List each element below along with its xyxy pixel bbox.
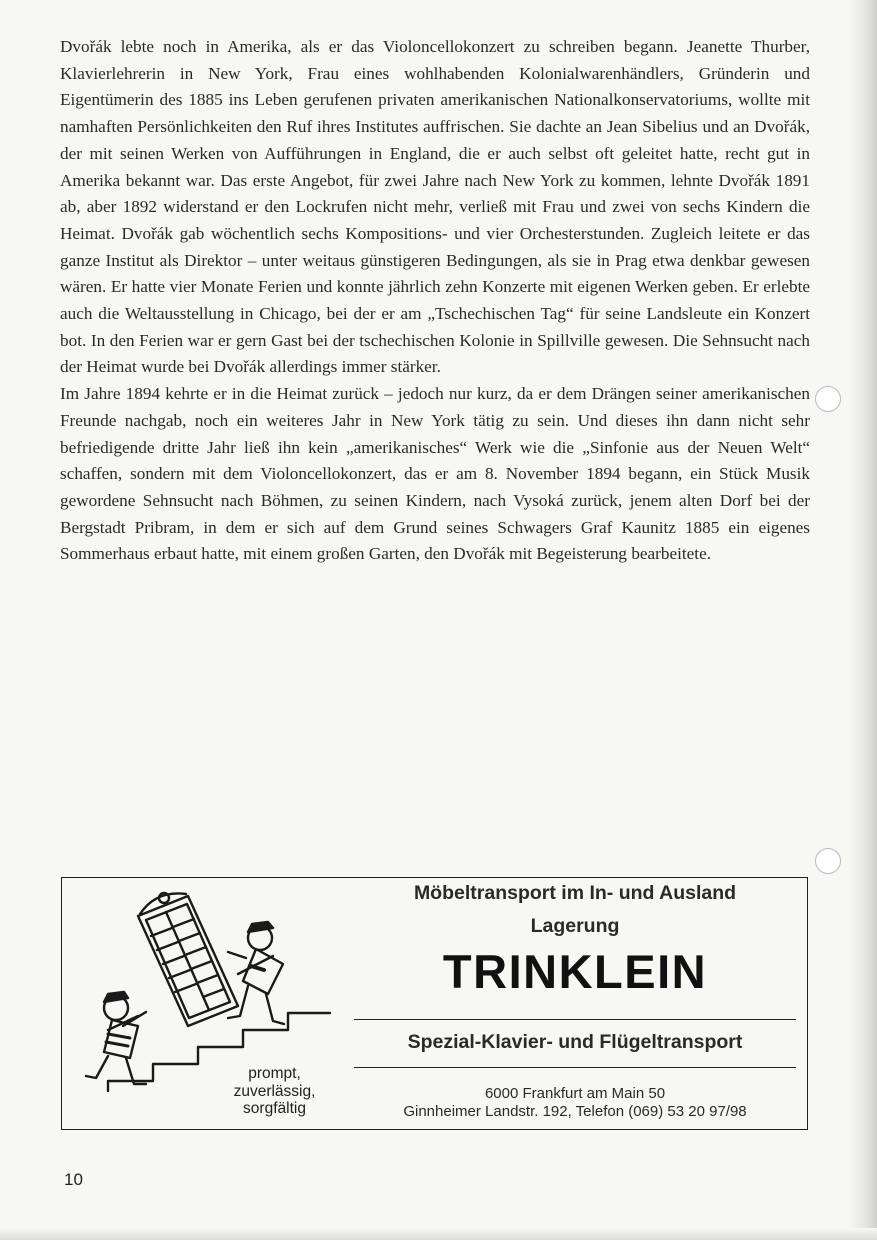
tagline-line-1: prompt, <box>248 1065 301 1082</box>
ad-address-line-2: Ginnheimer Landstr. 192, Telefon (069) 53 20 97/98 <box>403 1103 747 1120</box>
punch-hole-bottom <box>815 848 841 874</box>
page-number: 10 <box>64 1170 83 1189</box>
ad-tagline <box>212 1065 337 1118</box>
article-paragraph-2: Im Jahre 1894 kehrte er in die Heimat zurück – jedoch nur kurz, da er dem Drängen seiner amerikanischen Freunde nachgab, noch ein weiteres Jahr in New York tätig zu sein. Und dieses ihn dann nicht sehr befriedigende dritte Jahr ließ ihn kein „amerikanisches“ Werk wie die „Sinfonie aus der Neuen Welt“ schaffen, sondern mit dem Violoncellokonzert, das er am 8. November 1894 begann, ein Stück Musik gewordene Sehnsucht nach Böhmen, zu seinen Kindern, nach Vysoká zurück, jenem alten Dorf bei der Bergstadt Pribram, in dem er sich auf dem Grund seines Schwagers Graf Kaunitz 1885 ein eigenes Sommerhaus erbaut hatte, mit einem großen Garten, den Dvořák mit Begeisterung bearbeitete. <box>60 384 810 564</box>
ad-subheadline: Lagerung <box>530 915 620 937</box>
tagline-line-2: zuverlässig, <box>233 1082 316 1100</box>
article-body <box>60 34 810 568</box>
article-paragraph-1: Dvořák lebte noch in Amerika, als er das Violoncellokonzert zu schreiben begann. Jeanette Thurber, Klavierlehrerin in New York, Frau eines wohlhabenden Kolonialwarenhändlers, Gründerin und Eigentümerin des 1885 ins Leben gerufenen privaten amerikanischen Nationalkonservatoriums, wollte mit namhaften Persönlichkeiten den Ruf ihres Institutes auffrischen. Sie dachte an Jean Sibelius und an Dvořák, der mit seinen Werken von Aufführungen in England, die er auch selbst oft geleitet hatte, recht gut in Amerika bekannt war. Das erste Angebot, für zwei Jahre nach New York zu kommen, lehnte Dvořák 1891 ab, aber 1892 widerstand er den Lockrufen nicht mehr, verließ mit Frau und zwei von sechs Kindern die Heimat. Dvořák gab wöchentlich sechs Kompositions- und vier Orchesterstunden. Zugleich leitete er das ganze Institut als Direktor – unter weitaus günstigeren Bedingungen, als sie in Prag etwa denkbar gewesen wären. Er hatte vier Monate Ferien und konnte jährlich zehn Konzerte mit eigenen Werken geben. Er erlebte auch die Weltausstellung in Chicago, bei der er am „Tschechischen Tag“ für seine Landsleute ein Konzert bot. In den Ferien war er gern Gast bei der tschechischen Kolonie in Spillville gewesen. Die Sehnsucht nach der Heimat wurde bei Dvořák allerdings immer stärker. <box>60 37 810 377</box>
ad-address-line-1: 6000 Frankfurt am Main 50 <box>484 1085 666 1102</box>
page-edge-shadow <box>847 0 877 1240</box>
tagline-line-3: sorgfältig <box>243 1100 306 1117</box>
ad-headline: Möbeltransport im In- und Ausland <box>413 882 737 904</box>
punch-hole-top <box>815 386 841 412</box>
ad-specialty: Spezial-Klavier- und Flügeltransport <box>407 1031 743 1053</box>
advertisement-box <box>61 877 808 1130</box>
ad-text-column <box>350 878 800 1128</box>
page-bottom-shadow <box>0 1228 877 1240</box>
ad-divider-bottom <box>354 1067 796 1068</box>
ad-brand-name: TRINKLEIN <box>442 945 708 998</box>
ad-divider-top <box>354 1019 796 1020</box>
